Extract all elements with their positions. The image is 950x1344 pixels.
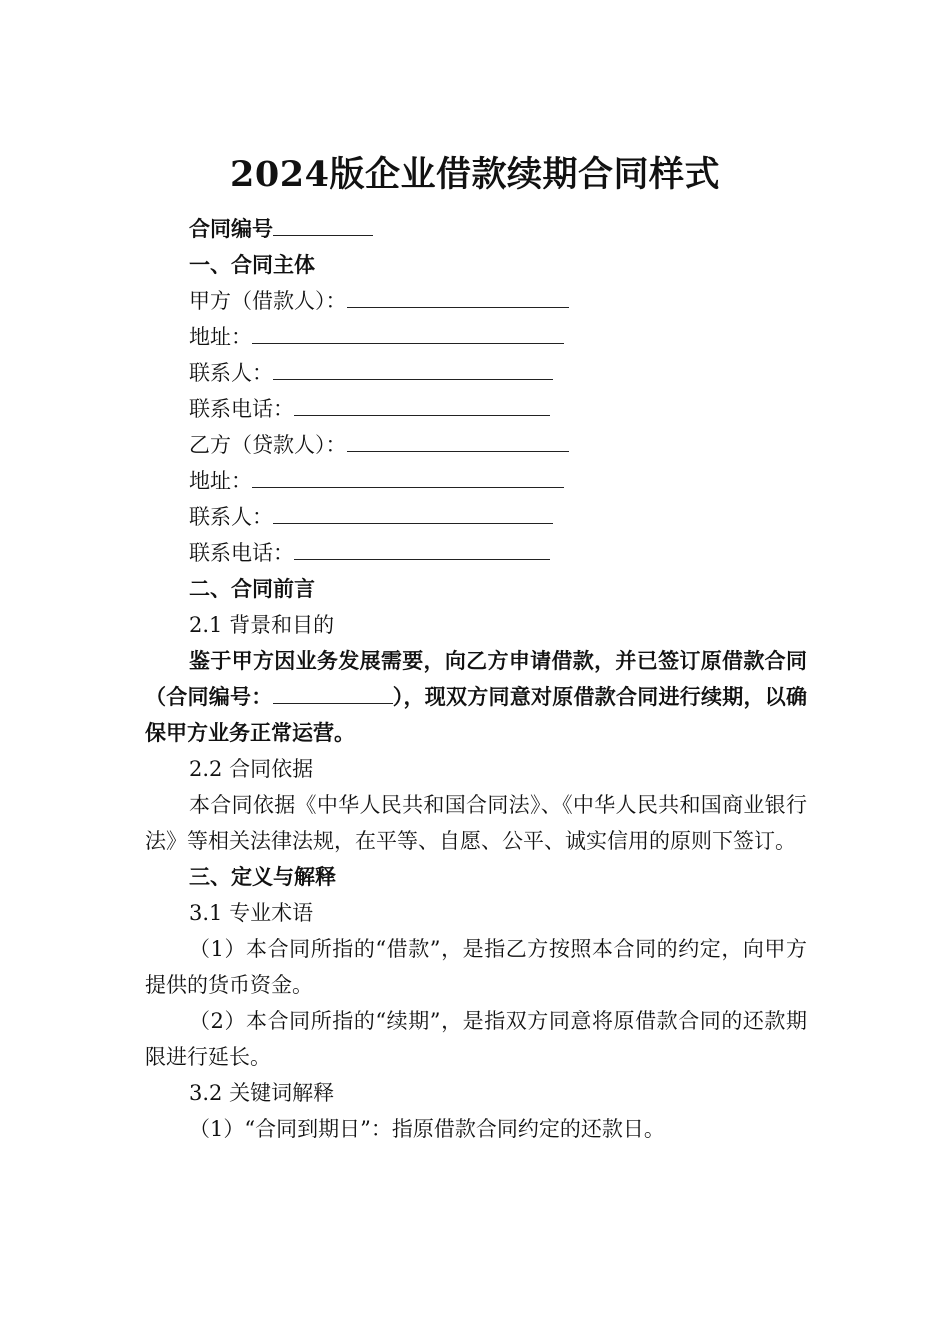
contract-number-line [145, 211, 807, 247]
section3-heading: 三、定义与解释 [189, 864, 336, 889]
document-title: 2024版企业借款续期合同样式 [230, 154, 720, 195]
party-b-address-label: 地址： [189, 469, 252, 493]
term-definition-1: （1）本合同所指的“借款”，是指乙方按照本合同的约定，向甲方提供的货币资金。 [145, 937, 807, 997]
party-a-contact-label: 联系人： [189, 361, 273, 385]
party-b-line [145, 427, 807, 463]
contract-number-label: 合同编号 [189, 216, 273, 241]
party-a-line [145, 283, 807, 319]
section3-sub1-heading: 3.1 专业术语 [189, 901, 314, 925]
party-a-address-blank [252, 321, 564, 344]
party-b-blank [347, 429, 569, 452]
original-contract-number-blank [273, 681, 393, 704]
party-a-phone-line [145, 391, 807, 427]
party-b-phone-line [145, 535, 807, 571]
section2-heading: 二、合同前言 [189, 576, 315, 601]
party-a-phone-label: 联系电话： [189, 397, 294, 421]
document-body [145, 211, 807, 1147]
party-b-phone-label: 联系电话： [189, 541, 294, 565]
party-b-address-line [145, 463, 807, 499]
contract-number-blank [273, 213, 373, 236]
section3-sub2-heading: 3.2 关键词解释 [189, 1081, 335, 1105]
party-a-blank [347, 285, 569, 308]
section2-sub2-heading: 2.2 合同依据 [189, 757, 314, 781]
keyword-definition-1: （1）“合同到期日”：指原借款合同约定的还款日。 [189, 1117, 665, 1141]
background-paragraph [145, 643, 807, 751]
party-a-contact-line [145, 355, 807, 391]
basis-paragraph: 本合同依据《中华人民共和国合同法》、《中华人民共和国商业银行法》等相关法律法规，在平等、自愿、公平、诚实信用的原则下签订。 [145, 793, 807, 853]
party-b-address-blank [252, 465, 564, 488]
party-a-phone-blank [294, 393, 550, 416]
party-a-address-label: 地址： [189, 325, 252, 349]
party-a-address-line [145, 319, 807, 355]
section1-heading: 一、合同主体 [189, 252, 315, 277]
party-b-label: 乙方（贷款人）： [189, 433, 347, 457]
background-text-after: ），现双方同意对原借款合同进行续期，以确保甲方业务正常运营。 [145, 684, 807, 745]
term-definition-2: （2）本合同所指的“续期”，是指双方同意将原借款合同的还款期限进行延长。 [145, 1009, 807, 1069]
party-b-contact-blank [273, 501, 553, 524]
party-b-contact-label: 联系人： [189, 505, 273, 529]
party-a-contact-blank [273, 357, 553, 380]
background-text-before: 鉴于甲方因业务发展需要，向乙方申请借款，并已签订原借款合同（合同编号： [145, 648, 807, 709]
party-a-label: 甲方（借款人）： [189, 289, 347, 313]
section2-sub1-heading: 2.1 背景和目的 [189, 613, 335, 637]
party-b-contact-line [145, 499, 807, 535]
party-b-phone-blank [294, 537, 550, 560]
